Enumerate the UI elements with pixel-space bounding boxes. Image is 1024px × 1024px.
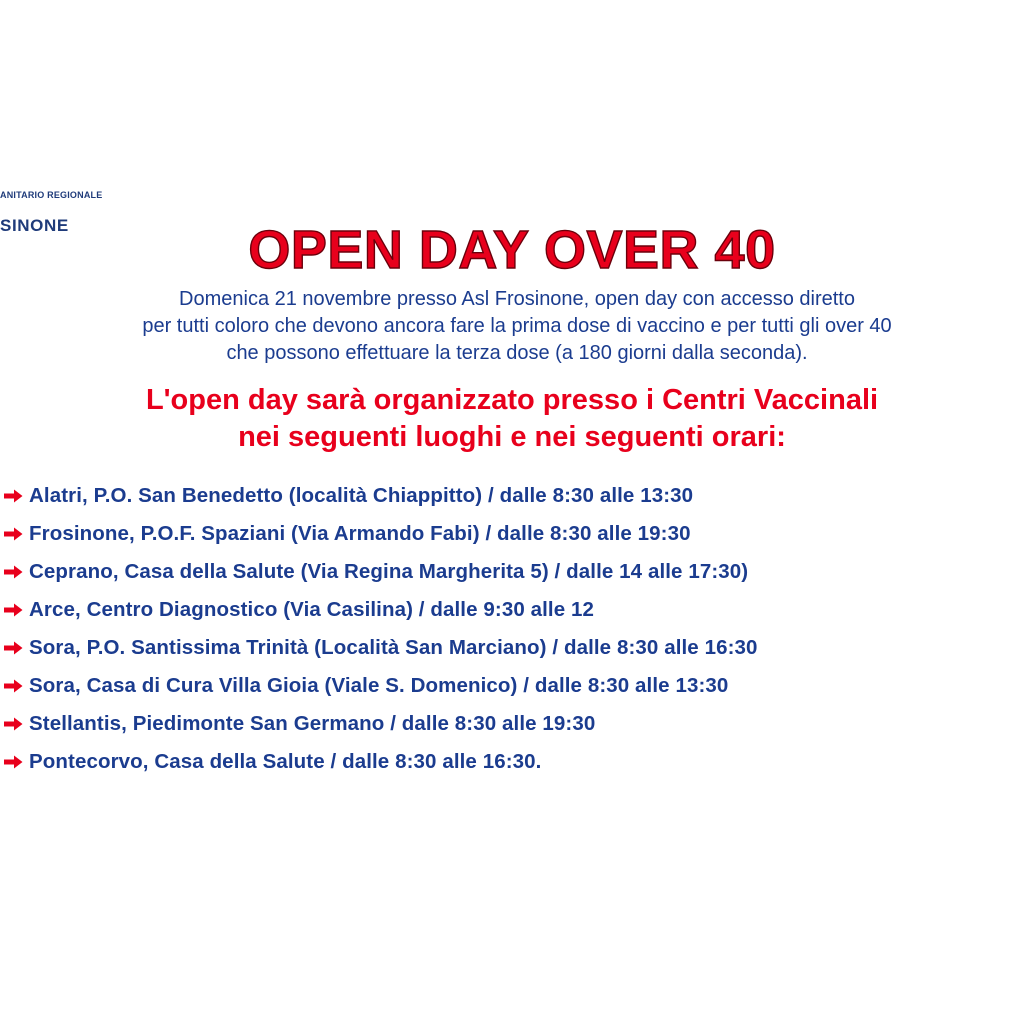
list-item <box>4 553 758 591</box>
section-heading <box>0 382 1024 456</box>
logo-subtitle: ANITARIO REGIONALE <box>0 190 103 200</box>
location-text: Sora, Casa di Cura Villa Gioia (Viale S. Domenico) / dalle 8:30 alle 13:30 <box>29 674 729 697</box>
location-text: Stellantis, Piedimonte San Germano / dalle 8:30 alle 19:30 <box>29 712 596 735</box>
intro-line: per tutti coloro che devono ancora fare la prima dose di vaccino e per tutti gli over 40 <box>142 315 892 337</box>
list-item <box>4 515 758 553</box>
right-arrow-icon <box>4 527 23 541</box>
intro-line: Domenica 21 novembre presso Asl Frosinone, open day con accesso diretto <box>179 288 855 310</box>
right-arrow-icon <box>4 489 23 503</box>
list-item <box>4 629 758 667</box>
right-arrow-icon <box>4 755 23 769</box>
location-text: Pontecorvo, Casa della Salute / dalle 8:30 alle 16:30. <box>29 750 542 773</box>
right-arrow-icon <box>4 641 23 655</box>
list-item <box>4 705 758 743</box>
intro-line: che possono effettuare la terza dose (a 180 giorni dalla seconda). <box>226 342 808 364</box>
intro-paragraph <box>0 286 1024 367</box>
section-heading-line: nei seguenti luoghi e nei seguenti orari: <box>238 421 786 453</box>
list-item <box>4 667 758 705</box>
location-text: Arce, Centro Diagnostico (Via Casilina) / dalle 9:30 alle 12 <box>29 598 595 621</box>
right-arrow-icon <box>4 565 23 579</box>
section-heading-line: L'open day sarà organizzato presso i Centri Vaccinali <box>145 384 879 416</box>
logo-name: SINONE <box>0 216 69 235</box>
location-text: Alatri, P.O. San Benedetto (località Chiappitto) / dalle 8:30 alle 13:30 <box>29 484 694 507</box>
right-arrow-icon <box>4 603 23 617</box>
location-text: Ceprano, Casa della Salute (Via Regina Margherita 5) / dalle 14 alle 17:30) <box>29 560 749 583</box>
list-item <box>4 743 758 781</box>
location-text: Sora, P.O. Santissima Trinità (Località San Marciano) / dalle 8:30 alle 16:30 <box>29 636 758 659</box>
page-title: OPEN DAY OVER 40 <box>248 220 776 280</box>
list-item <box>4 477 758 515</box>
list-item <box>4 591 758 629</box>
right-arrow-icon <box>4 679 23 693</box>
location-list <box>4 477 758 781</box>
location-text: Frosinone, P.O.F. Spaziani (Via Armando Fabi) / dalle 8:30 alle 19:30 <box>29 522 691 545</box>
right-arrow-icon <box>4 717 23 731</box>
